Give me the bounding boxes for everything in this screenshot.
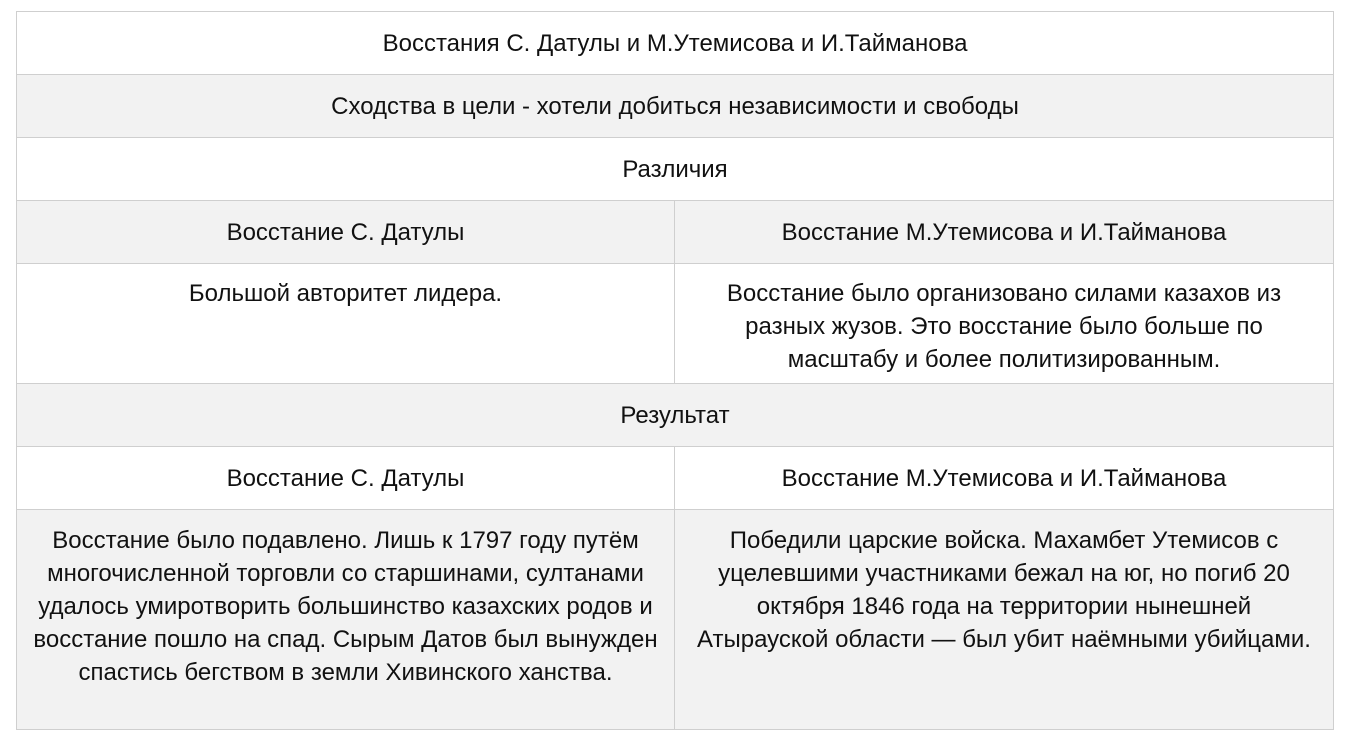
differences-right-text: Восстание было организовано силами казахов из разных жузов. Это восстание было больше по масштабу и более политизированным. bbox=[726, 280, 1282, 373]
result-left-text: Восстание было подавлено. Лишь к 1797 году путём многочисленной торговли со старшинами, султанами удалось умиротворить большинство казахских родов и восстание пошло на спад. Сырым Датов был вынужден спастись бегством в земли Хивинского ханства. bbox=[33, 527, 658, 686]
result-col-left: Восстание С. Датулы bbox=[17, 447, 675, 510]
differences-col-right: Восстание М.Утемисова и И.Тайманова bbox=[675, 201, 1334, 264]
similarity-row bbox=[17, 75, 1334, 138]
differences-right-cell bbox=[675, 264, 1334, 384]
similarity-cell: Сходства в цели - хотели добиться независимости и свободы bbox=[17, 75, 1334, 138]
result-heading-row bbox=[17, 384, 1334, 447]
table-title: Восстания С. Датулы и М.Утемисова и И.Тайманова bbox=[17, 12, 1334, 75]
result-columns-row bbox=[17, 447, 1334, 510]
result-heading: Результат bbox=[17, 384, 1334, 447]
result-col-right: Восстание М.Утемисова и И.Тайманова bbox=[675, 447, 1334, 510]
result-content-row bbox=[17, 510, 1334, 730]
result-right-cell bbox=[675, 510, 1334, 730]
differences-heading: Различия bbox=[17, 138, 1334, 201]
differences-content-row bbox=[17, 264, 1334, 384]
result-left-cell bbox=[17, 510, 675, 730]
differences-left-cell bbox=[17, 264, 675, 384]
differences-col-left: Восстание С. Датулы bbox=[17, 201, 675, 264]
comparison-table bbox=[16, 11, 1334, 730]
differences-columns-row bbox=[17, 201, 1334, 264]
result-right-text: Победили царские войска. Махамбет Утемисов с уцелевшими участниками бежал на юг, но погиб 20 октября 1846 года на территории нынешней Атырауской области — был убит наёмными убийцами. bbox=[697, 527, 1311, 653]
differences-left-text: Большой авторитет лидера. bbox=[188, 280, 503, 307]
title-row bbox=[17, 12, 1334, 75]
differences-heading-row bbox=[17, 138, 1334, 201]
